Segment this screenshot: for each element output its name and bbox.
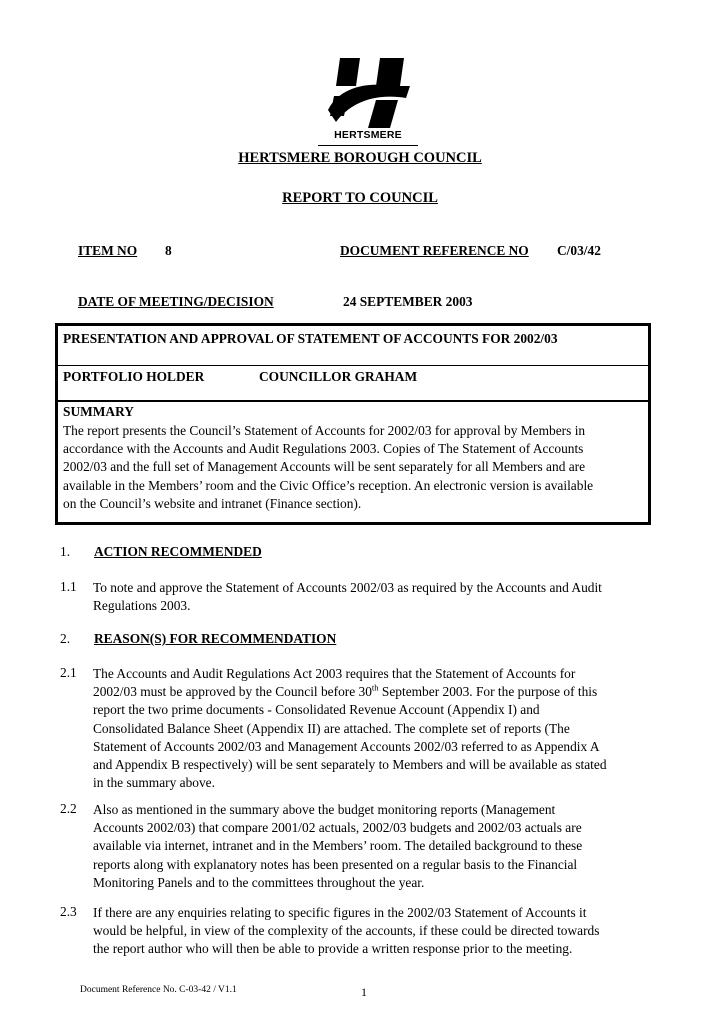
section-1-1-text xyxy=(93,579,653,615)
item-no-value: 8 xyxy=(165,243,172,258)
section-1-1-number: 1.1 xyxy=(60,579,77,594)
paragraph-line: If there are any enquiries relating to specific figures in the 2002/03 Statement of Accounts it xyxy=(93,905,587,920)
paragraph-line: Monitoring Panels and to the committees throughout the year. xyxy=(93,874,425,890)
logo-underline xyxy=(318,145,418,146)
council-name-heading: HERTSMERE BOROUGH COUNCIL xyxy=(238,150,482,166)
logo xyxy=(318,52,418,148)
portfolio-holder-label: PORTFOLIO HOLDER xyxy=(63,369,205,384)
portfolio-holder-box xyxy=(55,366,651,402)
paragraph-line: would be helpful, in view of the complexity of the accounts, if these could be directed towards xyxy=(93,923,600,939)
report-title-box xyxy=(55,323,651,366)
section-2-2-text xyxy=(93,801,653,892)
section-2-title: REASON(S) FOR RECOMMENDATION xyxy=(94,631,337,646)
summary-line: 2002/03 and the full set of Management Accounts will be sent separately for all Members and are xyxy=(63,459,586,475)
document-reference-value: C/03/42 xyxy=(557,243,601,258)
paragraph-line: the report author who will then be able to provide a written response prior to the meeting. xyxy=(93,941,573,957)
paragraph-line: and Appendix B respectively) will be sent separately to Members and will be available as stated xyxy=(93,757,607,773)
paragraph-line: Accounts 2002/03) that compare 2001/02 actuals, 2002/03 budgets and 2002/03 actuals are xyxy=(93,820,582,836)
summary-box xyxy=(55,402,651,525)
section-1-title: ACTION RECOMMENDED xyxy=(94,544,262,559)
section-1-number: 1. xyxy=(60,544,71,559)
section-2-3-text xyxy=(93,904,653,959)
paragraph-line: in the summary above. xyxy=(93,775,215,791)
document-reference-label: DOCUMENT REFERENCE NO xyxy=(340,243,529,258)
section-2-3-number: 2.3 xyxy=(60,904,77,919)
summary-heading: SUMMARY xyxy=(63,404,134,419)
paragraph-line: reports along with explanatory notes has been presented on a regular basis to the Financial xyxy=(93,856,578,872)
logo-wordmark: HERTSMERE xyxy=(334,129,402,141)
section-2-number: 2. xyxy=(60,631,71,646)
report-title: PRESENTATION AND APPROVAL OF STATEMENT OF ACCOUNTS FOR 2002/03 xyxy=(63,331,558,346)
paragraph-fragment: September 2003. For the purpose of this xyxy=(378,684,598,700)
summary-line: The report presents the Council’s Statement of Accounts for 2002/03 for approval by Members in xyxy=(63,423,586,438)
paragraph-line: report the two prime documents - Consolidated Revenue Account (Appendix I) and xyxy=(93,702,540,718)
date-of-meeting-value: 24 SEPTEMBER 2003 xyxy=(343,294,473,309)
summary-line: on the Council’s website and intranet (Finance section). xyxy=(63,495,362,511)
date-of-meeting-label: DATE OF MEETING/DECISION xyxy=(78,294,274,309)
summary-text xyxy=(63,422,653,513)
summary-line: available in the Members’ room and the Civic Office’s reception. An electronic version is available xyxy=(63,477,594,493)
report-type-heading: REPORT TO COUNCIL xyxy=(282,190,438,206)
paragraph-line: Also as mentioned in the summary above the budget monitoring reports (Management xyxy=(93,802,556,817)
portfolio-holder-value: COUNCILLOR GRAHAM xyxy=(259,369,418,384)
paragraph-line: Consolidated Balance Sheet (Appendix II) are attached. The complete set of reports (The xyxy=(93,720,570,736)
paragraph-line xyxy=(93,683,653,701)
item-no-label: ITEM NO xyxy=(78,243,138,258)
section-2-1-number: 2.1 xyxy=(60,665,77,680)
paragraph-line: To note and approve the Statement of Accounts 2002/03 as required by the Accounts and Audit xyxy=(93,580,602,595)
footer-document-reference: Document Reference No. C-03-42 / V1.1 xyxy=(80,985,237,995)
paragraph-line: available via internet, intranet and in the Members’ room. The detailed background to these xyxy=(93,838,583,854)
paragraph-line: Regulations 2003. xyxy=(93,598,191,614)
superscript: th xyxy=(371,682,379,693)
paragraph-line: The Accounts and Audit Regulations Act 2003 requires that the Statement of Accounts for xyxy=(93,666,576,681)
paragraph-line: Statement of Accounts 2002/03 and Management Accounts 2002/03 referred to as Appendix A xyxy=(93,738,600,754)
paragraph-fragment: 2002/03 must be approved by the Council before 30 xyxy=(93,684,372,700)
summary-line: accordance with the Accounts and Audit Regulations 2003. Copies of The Statement of Accounts xyxy=(63,441,584,457)
hertsmere-h-logo-icon xyxy=(318,52,418,130)
section-2-2-number: 2.2 xyxy=(60,801,77,816)
page-number: 1 xyxy=(361,985,367,999)
section-2-1-text xyxy=(93,665,653,792)
